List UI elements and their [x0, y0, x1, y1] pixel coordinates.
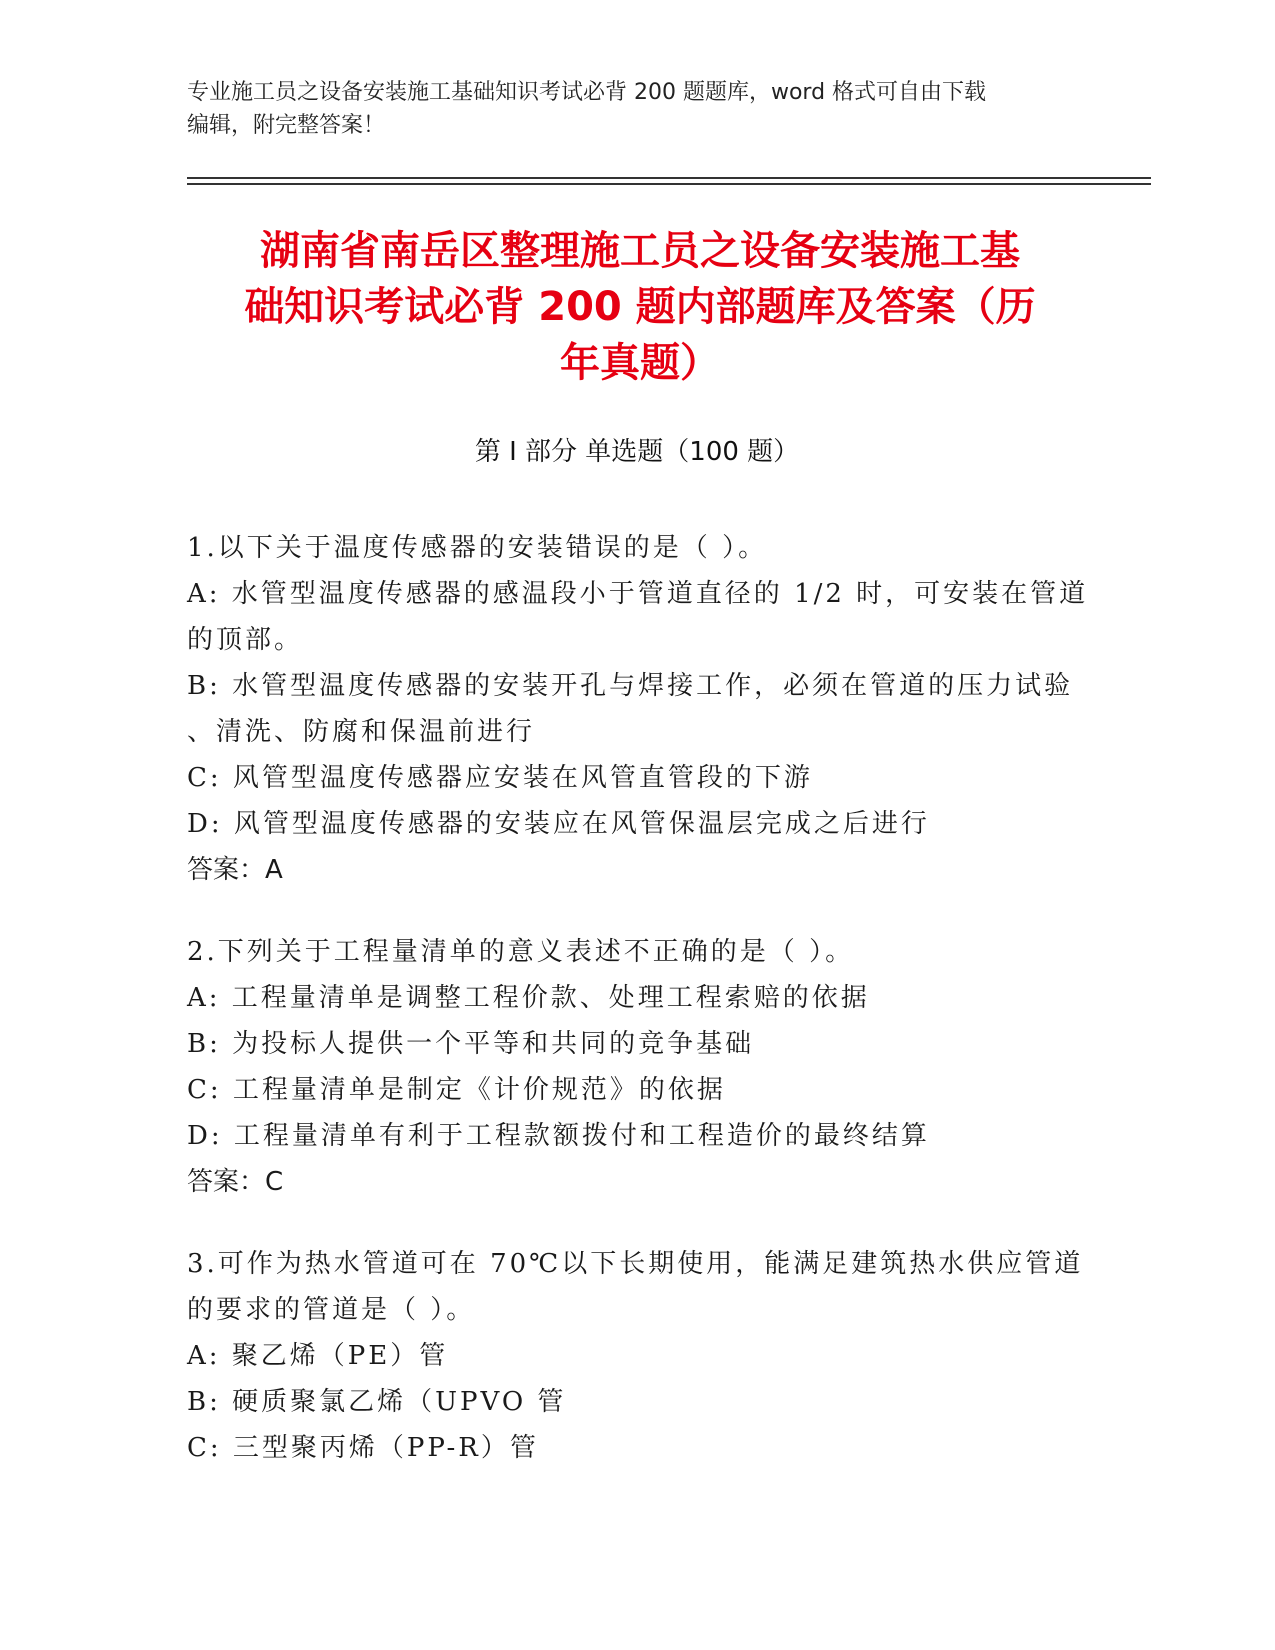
header-divider-bottom	[187, 183, 1151, 185]
question-text-line: D: 风管型温度传感器的安装应在风管保温层完成之后进行	[187, 809, 930, 839]
question-text-line: B: 为投标人提供一个平等和共同的竞争基础	[187, 1029, 755, 1059]
question-text-line: A: 工程量清单是调整工程价款、处理工程索赔的依据	[187, 983, 870, 1013]
question-text-line: 1.以下关于温度传感器的安装错误的是（ ）。	[187, 533, 768, 563]
question-text-line: C: 工程量清单是制定《计价规范》的依据	[187, 1075, 726, 1105]
question-text-line: 、清洗、防腐和保温前进行	[187, 717, 536, 747]
document-title-line-3: 年真题）	[560, 340, 720, 386]
question-text-line: B: 水管型温度传感器的安装开孔与焊接工作，必须在管道的压力试验	[187, 671, 1074, 701]
question-text-line: C: 三型聚丙烯（PP-R）管	[187, 1433, 539, 1463]
question-text-line: 的顶部。	[187, 625, 304, 655]
question-text-line: 的要求的管道是（ ）。	[187, 1295, 476, 1325]
question-text-line: D: 工程量清单有利于工程款额拨付和工程造价的最终结算	[187, 1121, 930, 1151]
header-note	[187, 76, 1067, 142]
section-heading: 第 I 部分 单选题（100 题）	[474, 437, 800, 467]
question-text-line: 2.下列关于工程量清单的意义表述不正确的是（ ）。	[187, 937, 855, 967]
question-text-line: A: 水管型温度传感器的感温段小于管道直径的 1/2 时，可安装在管道	[187, 579, 1089, 609]
question-block	[187, 1241, 1087, 1471]
header-note-line-2: 编辑，附完整答案！	[187, 113, 386, 138]
question-text-line: A: 聚乙烯（PE）管	[187, 1341, 449, 1371]
header-divider-top	[187, 177, 1151, 179]
question-text-line: 3.可作为热水管道可在 70℃以下长期使用，能满足建筑热水供应管道	[187, 1249, 1084, 1279]
document-title-line-2: 础知识考试必背 200 题内部题库及答案（历	[244, 284, 1036, 330]
document-title-line-1: 湖南省南岳区整理施工员之设备安装施工基	[260, 228, 1020, 274]
question-text-line: B: 硬质聚氯乙烯（UPVO 管	[187, 1387, 567, 1417]
document-title	[190, 223, 1090, 391]
question-answer: 答案：A	[187, 855, 283, 885]
question-list	[187, 525, 1087, 1507]
question-answer: 答案：C	[187, 1167, 284, 1197]
header-note-line-1: 专业施工员之设备安装施工基础知识考试必背 200 题题库，word 格式可自由下载	[187, 80, 987, 105]
question-text-line: C: 风管型温度传感器应安装在风管直管段的下游	[187, 763, 813, 793]
question-block	[187, 929, 1087, 1205]
question-block	[187, 525, 1087, 893]
